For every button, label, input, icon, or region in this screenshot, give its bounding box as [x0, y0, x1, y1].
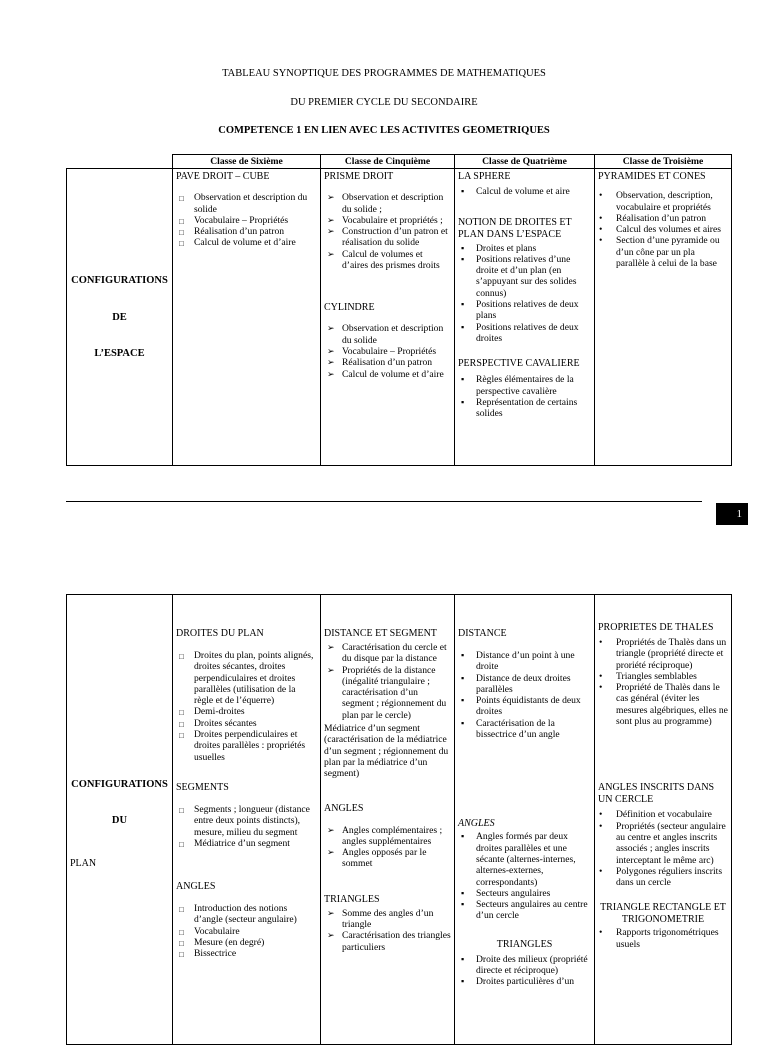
- list-item: ▪ Calcul de volume et aire: [458, 186, 591, 197]
- table-header-row: [67, 155, 732, 169]
- bullet-list: [324, 825, 451, 870]
- list-item: □ Demi-droites: [176, 706, 317, 717]
- list-item: ▪ Positions relatives de deux droites: [458, 322, 591, 345]
- list-item: ▪ Droite des milieux (propriété directe et réciproque): [458, 954, 591, 977]
- list-item: ➢ Propriétés de la distance (inégalité triangulaire ; caractérisation d’un segment ; régionnement du plan par le cercle): [324, 665, 451, 721]
- col-header-troisieme: Classe de Troisième: [595, 155, 732, 169]
- list-item: ➢ Calcul de volumes et d’aires des prismes droits: [324, 249, 451, 272]
- list-item: □ Droites perpendiculaires et droites parallèles : propriétés usuelles: [176, 729, 317, 763]
- section-title: TRIANGLES: [496, 938, 553, 950]
- row-head-line: CONFIGURATIONS: [71, 779, 168, 790]
- section-title: SEGMENTS: [176, 781, 229, 793]
- list-item: • Polygones réguliers inscrits dans un cercle: [598, 866, 728, 889]
- list-item: ➢ Caractérisation du cercle et du disque par la distance: [324, 642, 451, 665]
- list-item: ➢ Réalisation d’un patron: [324, 357, 451, 368]
- list-item: ➢ Vocabulaire – Propriétés: [324, 346, 451, 357]
- cell-quatrieme: [455, 595, 595, 1045]
- row-head-line: PLAN: [70, 857, 97, 869]
- section-title: LA SPHERE: [458, 171, 511, 183]
- section-title: CYLINDRE: [324, 302, 375, 314]
- bullet-list: [458, 243, 591, 345]
- section-title: PAVE DROIT – CUBE: [176, 171, 270, 183]
- list-item: ▪ Représentation de certains solides: [458, 397, 591, 420]
- section-title: PROPRIETES DE THALES: [598, 622, 714, 633]
- bullet-list: [598, 637, 728, 727]
- list-item: □ Bissectrice: [176, 948, 317, 959]
- empty-corner: [67, 155, 173, 169]
- bullet-list: [324, 323, 451, 379]
- section-title: PRISME DROIT: [324, 171, 394, 183]
- section-title: NOTION DE DROITES ET PLAN DANS L’ESPACE: [458, 216, 572, 240]
- list-item: ➢ Caractérisation des triangles particuliers: [324, 930, 451, 953]
- section-title: DISTANCE: [458, 628, 507, 639]
- col-header-cinquieme: Classe de Cinquième: [321, 155, 455, 169]
- list-item: ▪ Positions relatives d’une droite et d’un plan (en s’appuyant sur des solides connus): [458, 254, 591, 299]
- section-title: DISTANCE ET SEGMENT: [324, 628, 437, 639]
- table-row: [67, 169, 732, 466]
- section-title: DROITES DU PLAN: [176, 628, 264, 639]
- section-title: ANGLES: [176, 881, 216, 893]
- list-item: ▪ Angles formés par deux droites parallèles et une sécante (alternes-internes, alternes-externes, correspondants): [458, 831, 591, 887]
- list-item: • Observation, description, vocabulaire et propriétés: [598, 190, 728, 213]
- list-item: □ Médiatrice d’un segment: [176, 838, 317, 849]
- bullet-list: [598, 190, 728, 269]
- section-title: TRIANGLES: [324, 893, 380, 905]
- col-header-sixieme: Classe de Sixième: [173, 155, 321, 169]
- list-item: ➢ Angles opposés par le sommet: [324, 847, 451, 870]
- row-head-line: CONFIGURATIONS: [71, 275, 168, 287]
- list-item: • Propriétés (secteur angulaire au centre et angles inscrits associés ; angles inscrits interceptant le même arc): [598, 821, 728, 866]
- list-item: • Rapports trigonométriques usuels: [598, 927, 728, 950]
- page-footer-rule: [66, 501, 702, 502]
- list-item: • Propriétés de Thalès dans un triangle (propriété directe et proriété réciproque): [598, 637, 728, 671]
- synoptic-table-espace: [66, 154, 732, 466]
- list-item: ▪ Distance de deux droites parallèles: [458, 673, 591, 696]
- synoptic-table-plan: [66, 594, 732, 1045]
- row-head-line: DE: [112, 311, 127, 323]
- list-item: □ Droites du plan, points alignés, droites sécantes, droites perpendiculaires et droites parallèles (utilisation de la règle et de l’équerre): [176, 650, 317, 706]
- list-item: ➢ Vocabulaire et propriétés ;: [324, 215, 451, 226]
- col-header-quatrieme: Classe de Quatrième: [455, 155, 595, 169]
- bullet-list: [598, 809, 728, 888]
- bullet-list: [324, 642, 451, 721]
- list-item: □ Observation et description du solide: [176, 192, 317, 215]
- list-item: ▪ Secteurs angulaires: [458, 888, 591, 899]
- list-item: □ Introduction des notions d’angle (secteur angulaire): [176, 903, 317, 926]
- list-item: ➢ Angles complémentaires ; angles supplémentaires: [324, 825, 451, 848]
- row-head-espace: [67, 169, 173, 466]
- document-subtitle: DU PREMIER CYCLE DU SECONDAIRE: [290, 97, 478, 108]
- bullet-list: [458, 186, 591, 197]
- list-item: □ Segments ; longueur (distance entre deux points distincts), mesure, milieu du segment: [176, 804, 317, 838]
- list-item: • Réalisation d’un patron: [598, 213, 728, 224]
- section-title: ANGLES: [324, 802, 364, 814]
- section-title: TRIANGLE RECTANGLE ET TRIGONOMETRIE: [600, 902, 726, 926]
- list-item: □ Vocabulaire – Propriétés: [176, 215, 317, 226]
- bullet-list: [458, 650, 591, 740]
- list-item: ➢ Calcul de volume et d’aire: [324, 369, 451, 380]
- section-title: ANGLES INSCRITS DANS UN CERCLE: [598, 782, 715, 806]
- list-item: □ Mesure (en degré): [176, 937, 317, 948]
- cell-sixieme: [173, 595, 321, 1045]
- list-item: □ Droites sécantes: [176, 718, 317, 729]
- list-item: ▪ Droites particulières d’un: [458, 976, 591, 987]
- page-number: 1: [716, 503, 748, 525]
- cell-troisieme: [595, 169, 732, 466]
- cell-cinquieme: [321, 169, 455, 466]
- competence-heading: COMPETENCE 1 EN LIEN AVEC LES ACTIVITES GEOMETRIQUES: [218, 125, 550, 136]
- list-item: ➢ Construction d’un patron et réalisation du solide: [324, 226, 451, 249]
- bullet-list: [324, 908, 451, 953]
- row-head-line: L’ESPACE: [94, 347, 145, 359]
- document-title: TABLEAU SYNOPTIQUE DES PROGRAMMES DE MATHEMATIQUES: [222, 68, 546, 79]
- bullet-list: [598, 927, 728, 950]
- list-item: • Triangles semblables: [598, 671, 728, 682]
- list-item: • Section d’une pyramide ou d’un cône par un pla parallèle à celui de la base: [598, 235, 728, 269]
- list-item: • Définition et vocabulaire: [598, 809, 728, 820]
- list-item: ➢ Observation et description du solide: [324, 323, 451, 346]
- paragraph: Médiatrice d’un segment (caractérisation de la médiatrice d’un segment ; régionnement du plan par la médiatrice d’un segment): [324, 723, 449, 780]
- row-head-line: DU: [111, 815, 128, 827]
- list-item: ▪ Positions relatives de deux plans: [458, 299, 591, 322]
- list-item: □ Réalisation d’un patron: [176, 226, 317, 237]
- list-item: ➢ Observation et description du solide ;: [324, 192, 451, 215]
- list-item: ▪ Droites et plans: [458, 243, 591, 254]
- list-item: ▪ Distance d’un point à une droite: [458, 650, 591, 673]
- cell-cinquieme: [321, 595, 455, 1045]
- bullet-list: [176, 903, 317, 959]
- cell-troisieme: [595, 595, 732, 1045]
- list-item: □ Vocabulaire: [176, 926, 317, 937]
- bullet-list: [458, 374, 591, 419]
- list-item: □ Calcul de volume et d’aire: [176, 237, 317, 248]
- list-item: ▪ Points équidistants de deux droites: [458, 695, 591, 718]
- section-title: PYRAMIDES ET CONES: [598, 171, 706, 183]
- bullet-list: [458, 954, 591, 988]
- bullet-list: [458, 831, 591, 921]
- list-item: ▪ Caractérisation de la bissectrice d’un angle: [458, 718, 591, 741]
- list-item: • Calcul des volumes et aires: [598, 224, 728, 235]
- list-item: • Propriété de Thalès dans le cas général (éviter les mesures algébriques, elles ne sont plus au programme): [598, 682, 728, 727]
- cell-quatrieme: [455, 169, 595, 466]
- list-item: ▪ Règles élémentaires de la perspective cavalière: [458, 374, 591, 397]
- bullet-list: [176, 650, 317, 763]
- table-row: [67, 595, 732, 1045]
- bullet-list: [324, 192, 451, 271]
- section-title: ANGLES: [458, 818, 495, 830]
- list-item: ➢ Somme des angles d’un triangle: [324, 908, 451, 931]
- cell-sixieme: [173, 169, 321, 466]
- list-item: ▪ Secteurs angulaires au centre d’un cercle: [458, 899, 591, 922]
- section-title: PERSPECTIVE CAVALIERE: [458, 358, 580, 370]
- row-head-plan: [67, 595, 173, 1045]
- bullet-list: [176, 804, 317, 849]
- bullet-list: [176, 192, 317, 248]
